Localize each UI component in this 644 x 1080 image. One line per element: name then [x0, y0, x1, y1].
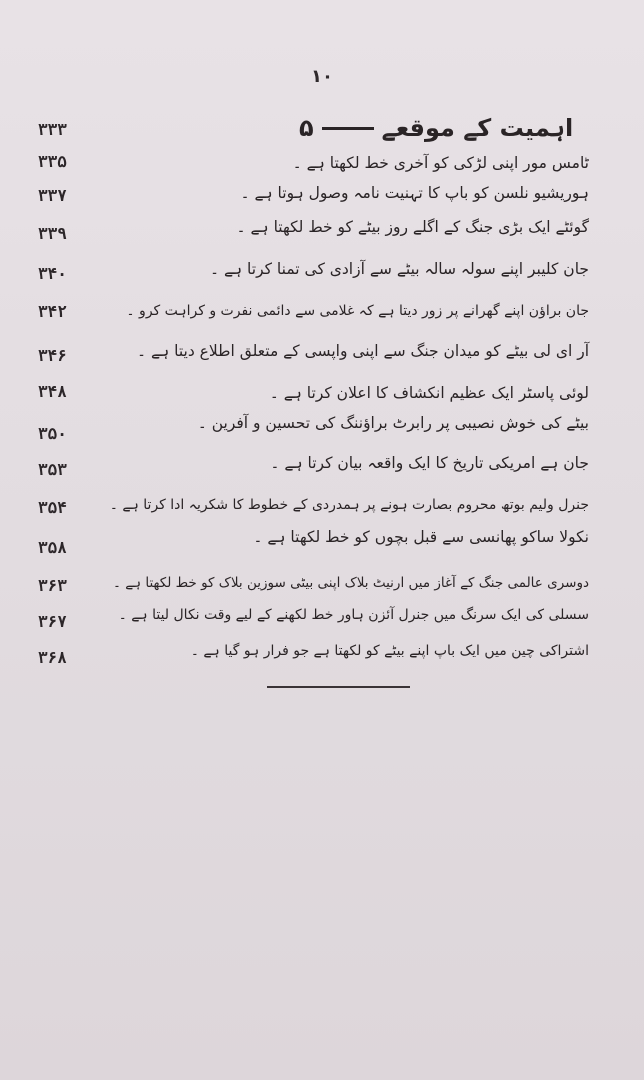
list-item	[259, 378, 589, 408]
list-item	[49, 568, 589, 598]
page-number: ۱۰	[311, 66, 333, 87]
list-item	[69, 296, 589, 326]
closing-rule	[267, 686, 410, 688]
entry-page-number: ۳۵۳	[38, 460, 67, 479]
list-item	[209, 212, 589, 242]
list-item	[229, 448, 589, 478]
entry-text: جان ہے امریکی تاریخ کا ایک واقعہ بیان کرتا ہے ۔	[270, 454, 589, 472]
entry-text: آر ای لی بیٹے کو میدان جنگ سے اپنی واپسی کے متعلق اطلاع دیتا ہے ۔	[137, 342, 589, 360]
list-item	[234, 178, 589, 208]
entry-page-number: ۳۳۵	[38, 152, 67, 171]
entry-text: دوسری عالمی جنگ کے آغاز میں ارنیٹ بلاک اپنی بیٹی سوزین بلاک کو خط لکھتا ہے ۔	[113, 575, 589, 591]
entry-text: جان براؤن اپنے گھرانے پر زور دیتا ہے کہ غلامی سے دائمی نفرت و کراہت کرو ۔	[126, 303, 589, 319]
list-item	[79, 490, 589, 520]
entry-text: اشتراکی چین میں ایک باپ اپنے بیٹے کو لکھتا ہے جو فرار ہو گیا ہے ۔	[190, 643, 589, 659]
entry-page-number: ۳۳۳	[38, 120, 67, 139]
entry-page-number: ۳۴۸	[38, 382, 67, 401]
entry-text: سسلی کی ایک سرنگ میں جنرل آئزن ہاور خط لکھنے کے لیے وقت نکال لیتا ہے ۔	[118, 607, 589, 623]
entry-page-number: ۳۴۰	[38, 264, 67, 283]
entry-page-number: ۳۵۸	[38, 538, 67, 557]
list-item	[69, 636, 589, 666]
section-number: ۵	[299, 114, 314, 142]
entry-text: لوئی پاسٹر ایک عظیم انکشاف کا اعلان کرتا ہے ۔	[269, 384, 589, 402]
list-item	[69, 600, 589, 630]
entry-page-number: ۳۴۲	[38, 302, 67, 321]
section-title: اہمیت کے موقعے	[381, 114, 574, 142]
entry-text: نکولا ساکو پھانسی سے قبل بچوں کو خط لکھتا ہے ۔	[253, 528, 589, 546]
entry-text: جان کلیبر اپنے سولہ سالہ بیٹے سے آزادی کی تمنا کرتا ہے ۔	[209, 260, 589, 278]
entry-text: بیٹے کی خوش نصیبی پر رابرٹ براؤننگ کی تحسین و آفرین ۔	[197, 414, 589, 432]
list-item	[229, 148, 589, 178]
entry-page-number: ۳۶۷	[38, 612, 67, 631]
entry-page-number: ۳۴۶	[38, 346, 67, 365]
entry-page-number: ۳۶۳	[38, 576, 67, 595]
entry-page-number: ۳۵۰	[38, 424, 67, 443]
entry-text: ہوریشیو نلسن کو باپ کا تہنیت نامہ وصول ہوتا ہے ۔	[240, 184, 589, 202]
entry-text: جنرل ولیم بوتھ محروم بصارت ہونے پر ہمدردی کے خطوط کا شکریہ ادا کرتا ہے ۔	[109, 497, 589, 513]
entry-page-number: ۳۶۸	[38, 648, 67, 667]
entry-page-number: ۳۳۷	[38, 186, 67, 205]
list-item	[199, 408, 589, 438]
entry-text: گوئٹے ایک بڑی جنگ کے اگلے روز بیٹے کو خط لکھتا ہے ۔	[236, 218, 589, 236]
list-item	[179, 254, 589, 284]
list-item	[253, 522, 589, 552]
entry-page-number: ۳۵۴	[38, 498, 67, 517]
list-item	[129, 336, 589, 366]
entry-page-number: ۳۳۹	[38, 224, 67, 243]
entry-text: ٹامس مور اپنی لڑکی کو آخری خط لکھتا ہے ۔	[292, 154, 589, 172]
